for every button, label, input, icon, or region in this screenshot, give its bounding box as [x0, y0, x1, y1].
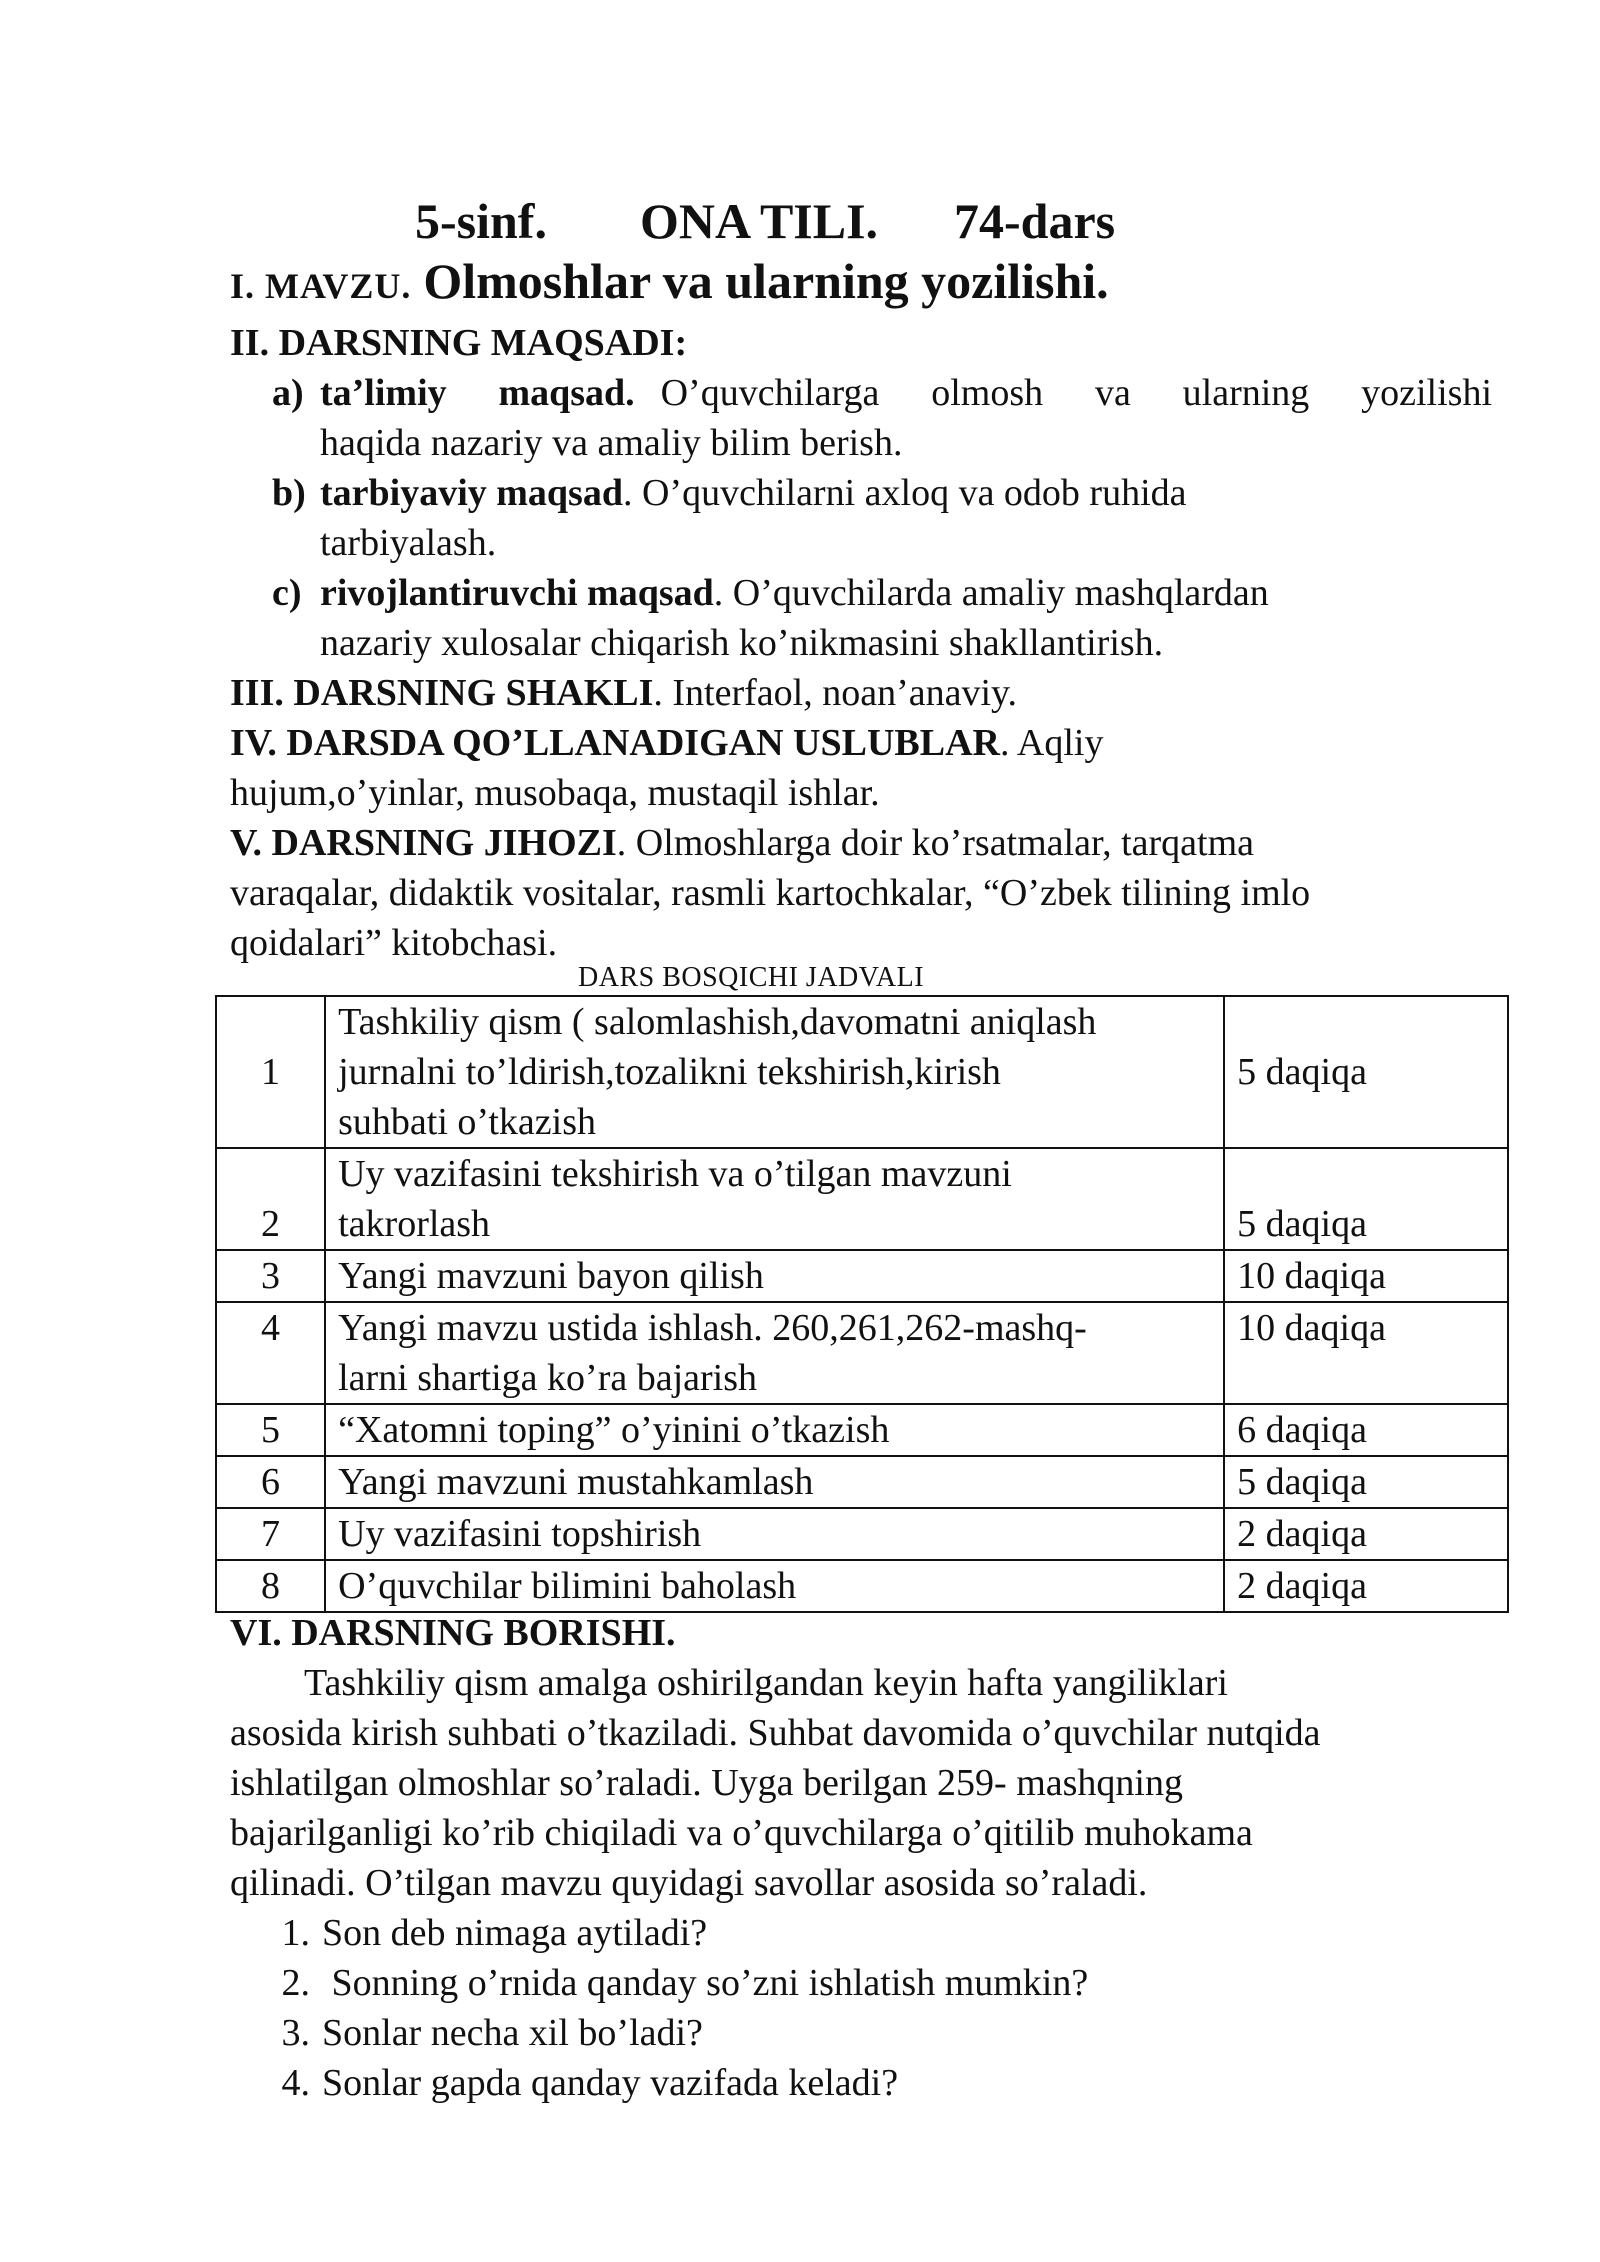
form-heading: III. DARSNING SHAKLI: [230, 672, 654, 714]
equipment-text-3: qoidalari” kitobchasi.: [230, 922, 558, 964]
goal-text-b1: . O’quvchilarni axloq va odob ruhida: [622, 472, 1187, 514]
row-number: 3: [216, 1250, 325, 1302]
methods-text-2: hujum,o’yinlar, musobaqa, mustaqil ishlar.: [230, 772, 880, 814]
activity-line: Tashkiliy qism ( salomlashish,davomatni aniqlash: [338, 1001, 1097, 1043]
equipment-heading: V. DARSNING JIHOZI: [230, 822, 617, 864]
row-number: 7: [216, 1508, 325, 1560]
table-row: [216, 1302, 1508, 1404]
goal-title-b: tarbiyaviy maqsad: [320, 472, 623, 514]
topic-text: Olmoshlar va ularning yozilishi.: [423, 253, 1109, 309]
lesson-stages-table: [215, 995, 1509, 1613]
table-row: [216, 1560, 1508, 1612]
lesson-number-title: 74-dars: [954, 193, 1116, 249]
activity-line: takrorlash: [338, 1203, 491, 1245]
activity-line: Uy vazifasini topshirish: [338, 1513, 702, 1555]
progress-line-4: bajarilganligi ko’rib chiqiladi va o’quvchilarga o’qitilib muhokama: [230, 1812, 1253, 1854]
row-duration: 2 daqiqa: [1224, 1508, 1508, 1560]
methods-line: [230, 718, 1103, 768]
row-duration: 10 daqiqa: [1224, 1302, 1508, 1404]
form-line: [230, 668, 1017, 718]
table-row: [216, 1148, 1508, 1250]
row-duration: 2 daqiqa: [1224, 1560, 1508, 1612]
row-activity: [325, 1404, 1224, 1456]
grade-title: 5-sinf.: [415, 193, 547, 249]
row-number: 4: [216, 1302, 325, 1404]
activity-line: jurnalni to’ldirish,tozalikni tekshirish,kirish: [338, 1051, 1001, 1093]
progress-line-1: Tashkiliy qism amalga oshirilgandan keyin hafta yangiliklari: [304, 1662, 1228, 1704]
table-caption: DARS BOSQICHI JADVALI: [578, 962, 925, 993]
topic-label: I. MAVZU.: [230, 266, 412, 306]
row-number: 1: [216, 996, 325, 1148]
row-duration: 6 daqiqa: [1224, 1404, 1508, 1456]
goal-marker-c: c): [272, 572, 302, 614]
row-activity: [325, 1456, 1224, 1508]
goal-text-b2: tarbiyalash.: [320, 522, 497, 564]
table-row: [216, 1404, 1508, 1456]
goal-text-a2: haqida nazariy va amaliy bilim berish.: [320, 422, 903, 464]
progress-heading: VI. DARSNING BORISHI.: [230, 1612, 676, 1654]
activity-line: Yangi mavzuni bayon qilish: [338, 1255, 764, 1297]
form-text: . Interfaol, noan’anaviy.: [653, 672, 1018, 714]
progress-line-2: asosida kirish suhbati o’tkaziladi. Suhbat davomida o’quvchilar nutqida: [230, 1712, 1321, 1754]
equipment-line: [230, 818, 1254, 868]
question-text: Sonning o’rnida qanday so’zni ishlatish mumkin?: [322, 1962, 1089, 2004]
question-item: [260, 2008, 703, 2058]
methods-text-1: . Aqliy: [999, 722, 1104, 764]
goal-marker-b: b): [272, 472, 306, 514]
subject-title: ONA TILI.: [640, 193, 879, 249]
row-activity: [325, 1302, 1224, 1404]
question-number: 2.: [281, 1962, 310, 2004]
goal-title-a: ta’limiy maqsad.: [320, 372, 635, 414]
equipment-text-2: varaqalar, didaktik vositalar, rasmli kartochkalar, “O’zbek tilining imlo: [230, 872, 1311, 914]
goal-marker-a: a): [272, 372, 304, 414]
equipment-text-1: . Olmoshlarga doir ko’rsatmalar, tarqatma: [616, 822, 1255, 864]
row-number: 5: [216, 1404, 325, 1456]
question-item: [260, 1958, 1088, 2008]
activity-line: Uy vazifasini tekshirish va o’tilgan mavzuni: [338, 1153, 1012, 1195]
goal-item-b: [272, 468, 1187, 568]
progress-line-3: ishlatilgan olmoshlar so’raladi. Uyga berilgan 259- mashqning: [230, 1762, 1183, 1804]
goal-line-a1: [320, 368, 1492, 418]
row-duration: 5 daqiqa: [1224, 1456, 1508, 1508]
table-row: [216, 996, 1508, 1148]
row-activity: [325, 996, 1224, 1148]
activity-line: “Xatomni toping” o’yinini o’tkazish: [338, 1409, 890, 1451]
topic-line: [230, 252, 1109, 310]
row-activity: [325, 1250, 1224, 1302]
goal-text-c1: . O’quvchilarda amaliy mashqlardan: [713, 572, 1269, 614]
row-number: 6: [216, 1456, 325, 1508]
row-duration: 5 daqiqa: [1224, 996, 1508, 1148]
row-activity: [325, 1148, 1224, 1250]
activity-line: O’quvchilar bilimini baholash: [338, 1565, 797, 1607]
question-text: Sonlar necha xil bo’ladi?: [322, 2012, 703, 2054]
table-row: [216, 1508, 1508, 1560]
question-number: 4.: [281, 2062, 310, 2104]
methods-heading: IV. DARSDA QO’LLANADIGAN USLUBLAR: [230, 722, 1000, 764]
activity-line: larni shartiga ko’ra bajarish: [338, 1357, 757, 1399]
row-number: 2: [216, 1148, 325, 1250]
question-text: Sonlar gapda qanday vazifada keladi?: [322, 2062, 899, 2104]
activity-line: suhbati o’tkazish: [338, 1101, 596, 1143]
question-item: [260, 2058, 898, 2108]
goal-item-a: [272, 368, 1492, 468]
question-number: 3.: [281, 2012, 310, 2054]
question-text: Son deb nimaga aytiladi?: [322, 1912, 708, 1954]
row-duration: 5 daqiqa: [1224, 1148, 1508, 1250]
question-item: [260, 1908, 707, 1958]
row-activity: [325, 1560, 1224, 1612]
goal-text-a1: O’quvchilarga olmosh va ularning yozilishi: [660, 372, 1492, 414]
goal-title-c: rivojlantiruvchi maqsad: [320, 572, 714, 614]
activity-line: Yangi mavzuni mustahkamlash: [338, 1461, 814, 1503]
goal-item-c: [272, 568, 1269, 668]
table-row: [216, 1250, 1508, 1302]
goal-text-c2: nazariy xulosalar chiqarish ko’nikmasini shakllantirish.: [320, 622, 1164, 664]
goals-heading: II. DARSNING MAQSADI:: [230, 322, 688, 364]
activity-line: Yangi mavzu ustida ishlash. 260,261,262-mashq-: [338, 1307, 1087, 1349]
row-number: 8: [216, 1560, 325, 1612]
progress-line-5: qilinadi. O’tilgan mavzu quyidagi savollar asosida so’raladi.: [230, 1862, 1148, 1904]
row-duration: 10 daqiqa: [1224, 1250, 1508, 1302]
row-activity: [325, 1508, 1224, 1560]
question-number: 1.: [281, 1912, 310, 1954]
table-row: [216, 1456, 1508, 1508]
